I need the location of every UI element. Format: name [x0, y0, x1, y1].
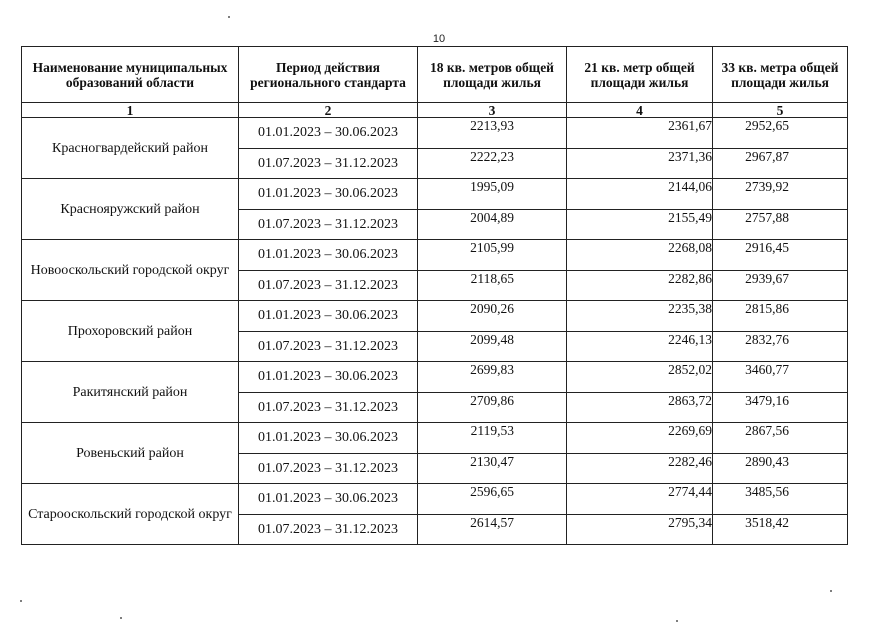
scan-speck [830, 590, 832, 592]
value-18-sqm-cell: 2709,86 [418, 393, 567, 423]
value-33-sqm-cell: 2867,56 [713, 423, 848, 454]
period-cell: 01.07.2023 – 31.12.2023 [239, 393, 418, 423]
table-row [22, 484, 848, 515]
value-33-sqm-cell: 3460,77 [713, 362, 848, 393]
municipality-cell: Ракитянский район [22, 362, 239, 423]
column-number-row [22, 103, 848, 118]
header-municipality: Наименование муниципальных образований области [22, 47, 239, 103]
period-cell: 01.07.2023 – 31.12.2023 [239, 210, 418, 240]
header-21-sqm: 21 кв. метр общей площади жилья [567, 47, 713, 103]
period-cell: 01.01.2023 – 30.06.2023 [239, 118, 418, 149]
period-cell: 01.01.2023 – 30.06.2023 [239, 423, 418, 454]
value-18-sqm-cell: 2222,23 [418, 149, 567, 179]
value-21-sqm-cell: 2371,36 [567, 149, 713, 179]
value-18-sqm-cell: 2614,57 [418, 515, 567, 545]
value-18-sqm-cell: 1995,09 [418, 179, 567, 210]
value-33-sqm-cell: 3485,56 [713, 484, 848, 515]
header-33-sqm: 33 кв. метра общей площади жилья [713, 47, 848, 103]
municipality-cell: Новооскольский городской округ [22, 240, 239, 301]
value-33-sqm-cell: 2939,67 [713, 271, 848, 301]
value-21-sqm-cell: 2774,44 [567, 484, 713, 515]
value-21-sqm-cell: 2246,13 [567, 332, 713, 362]
column-number: 5 [713, 103, 848, 118]
column-number: 4 [567, 103, 713, 118]
value-33-sqm-cell: 2832,76 [713, 332, 848, 362]
municipality-cell: Краснояружский район [22, 179, 239, 240]
scan-speck [676, 620, 678, 622]
value-21-sqm-cell: 2795,34 [567, 515, 713, 545]
municipality-cell: Старооскольский городской округ [22, 484, 239, 545]
value-33-sqm-cell: 2967,87 [713, 149, 848, 179]
value-18-sqm-cell: 2596,65 [418, 484, 567, 515]
value-18-sqm-cell: 2004,89 [418, 210, 567, 240]
value-21-sqm-cell: 2269,69 [567, 423, 713, 454]
municipality-cell: Ровеньский район [22, 423, 239, 484]
period-cell: 01.01.2023 – 30.06.2023 [239, 240, 418, 271]
period-cell: 01.07.2023 – 31.12.2023 [239, 454, 418, 484]
value-18-sqm-cell: 2130,47 [418, 454, 567, 484]
value-18-sqm-cell: 2099,48 [418, 332, 567, 362]
table-row [22, 240, 848, 271]
header-18-sqm: 18 кв. метров общей площади жилья [418, 47, 567, 103]
period-cell: 01.01.2023 – 30.06.2023 [239, 484, 418, 515]
value-18-sqm-cell: 2118,65 [418, 271, 567, 301]
value-21-sqm-cell: 2268,08 [567, 240, 713, 271]
period-cell: 01.01.2023 – 30.06.2023 [239, 301, 418, 332]
value-21-sqm-cell: 2852,02 [567, 362, 713, 393]
value-33-sqm-cell: 2916,45 [713, 240, 848, 271]
table-body [22, 118, 848, 545]
table-row [22, 118, 848, 149]
value-21-sqm-cell: 2144,06 [567, 179, 713, 210]
value-33-sqm-cell: 2952,65 [713, 118, 848, 149]
value-33-sqm-cell: 2890,43 [713, 454, 848, 484]
value-18-sqm-cell: 2119,53 [418, 423, 567, 454]
value-33-sqm-cell: 2739,92 [713, 179, 848, 210]
value-21-sqm-cell: 2235,38 [567, 301, 713, 332]
table-row [22, 179, 848, 210]
value-33-sqm-cell: 3518,42 [713, 515, 848, 545]
value-21-sqm-cell: 2863,72 [567, 393, 713, 423]
period-cell: 01.07.2023 – 31.12.2023 [239, 515, 418, 545]
value-18-sqm-cell: 2090,26 [418, 301, 567, 332]
value-18-sqm-cell: 2699,83 [418, 362, 567, 393]
column-number: 1 [22, 103, 239, 118]
period-cell: 01.01.2023 – 30.06.2023 [239, 362, 418, 393]
value-21-sqm-cell: 2155,49 [567, 210, 713, 240]
value-21-sqm-cell: 2282,46 [567, 454, 713, 484]
period-cell: 01.07.2023 – 31.12.2023 [239, 271, 418, 301]
scan-speck [228, 16, 230, 18]
municipality-cell: Прохоровский район [22, 301, 239, 362]
header-row [22, 47, 848, 103]
table-row [22, 301, 848, 332]
period-cell: 01.07.2023 – 31.12.2023 [239, 332, 418, 362]
scan-speck [20, 600, 22, 602]
value-21-sqm-cell: 2361,67 [567, 118, 713, 149]
page-number: 10 [432, 33, 446, 45]
table-row [22, 423, 848, 454]
value-33-sqm-cell: 3479,16 [713, 393, 848, 423]
municipality-cell: Красногвардейский район [22, 118, 239, 179]
table-row [22, 362, 848, 393]
period-cell: 01.01.2023 – 30.06.2023 [239, 179, 418, 210]
column-number: 3 [418, 103, 567, 118]
value-18-sqm-cell: 2213,93 [418, 118, 567, 149]
header-period: Период действия регионального стандарта [239, 47, 418, 103]
value-33-sqm-cell: 2757,88 [713, 210, 848, 240]
value-21-sqm-cell: 2282,86 [567, 271, 713, 301]
period-cell: 01.07.2023 – 31.12.2023 [239, 149, 418, 179]
housing-cost-table [21, 46, 848, 545]
value-33-sqm-cell: 2815,86 [713, 301, 848, 332]
column-number: 2 [239, 103, 418, 118]
value-18-sqm-cell: 2105,99 [418, 240, 567, 271]
scan-speck [120, 617, 122, 619]
